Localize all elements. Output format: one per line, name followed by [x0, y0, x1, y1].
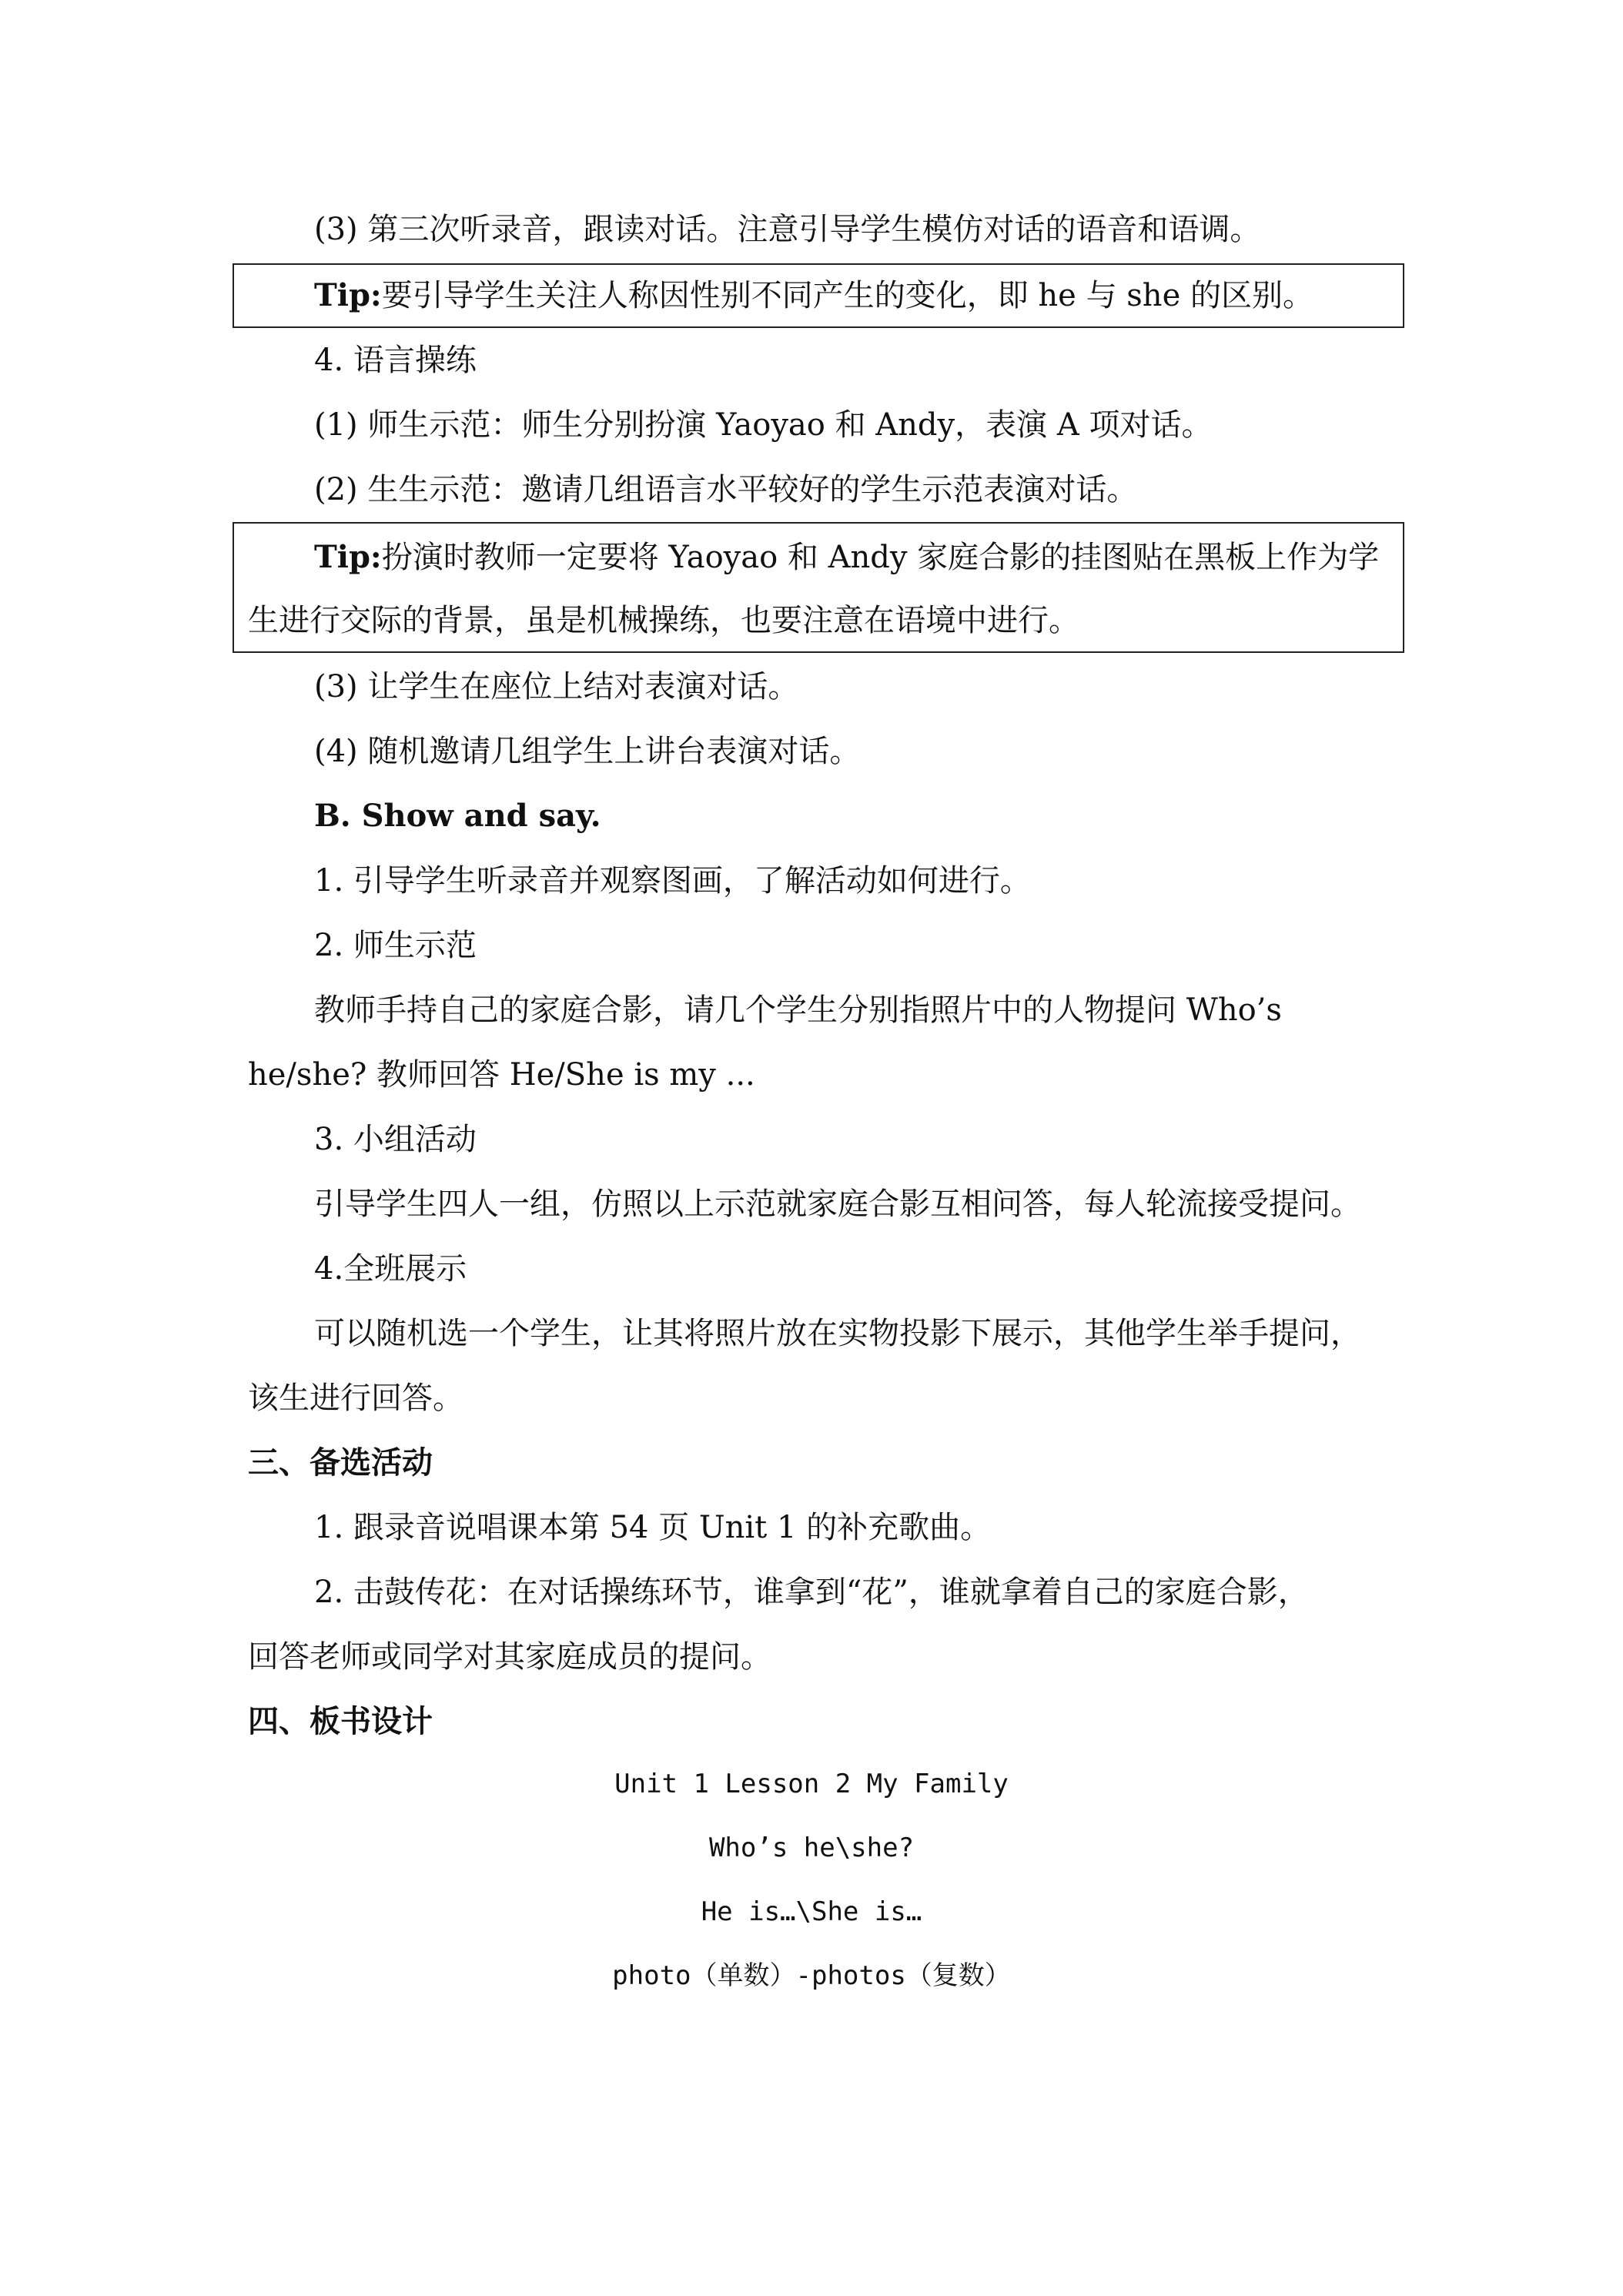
tip-label: Tip: — [314, 539, 382, 575]
tip-2-line-1 — [314, 539, 1380, 575]
part-b-step-3: 3. 小组活动 — [314, 1122, 477, 1157]
tip-label: Tip: — [314, 277, 382, 313]
part-b-step-2-text-1: 教师手持自己的家庭合影，请几个学生分别指照片中的人物提问 Who’s — [314, 992, 1282, 1028]
tip-box-1 — [233, 263, 1404, 328]
tip-box-2 — [233, 522, 1404, 653]
optional-activity-2-line-2: 回答老师或同学对其家庭成员的提问。 — [248, 1639, 771, 1675]
practice-1: (1) 师生示范：师生分别扮演 Yaoyao 和 Andy，表演 A 项对话。 — [314, 407, 1213, 443]
part-b-step-3-text: 引导学生四人一组，仿照以上示范就家庭合影互相问答，每人轮流接受提问。 — [314, 1186, 1361, 1222]
part-b-step-4-text-1: 可以随机选一个学生，让其将照片放在实物投影下展示，其他学生举手提问， — [314, 1316, 1361, 1351]
practice-4: (4) 随机邀请几组学生上讲台表演对话。 — [314, 734, 861, 769]
practice-2: (2) 生生示范：邀请几组语言水平较好的学生示范表演对话。 — [314, 472, 1138, 507]
part-b-step-1: 1. 引导学生听录音并观察图画，了解活动如何进行。 — [314, 863, 1031, 899]
part-b-step-2-text-2: he/she? 教师回答 He/She is my ... — [248, 1057, 755, 1093]
practice-3: (3) 让学生在座位上结对表演对话。 — [314, 669, 799, 705]
section-three-title: 三、备选活动 — [248, 1444, 433, 1481]
tip-text: 扮演时教师一定要将 Yaoyao 和 Andy 家庭合影的挂图贴在黑板上作为学 — [381, 540, 1380, 575]
board-line-1: Unit 1 Lesson 2 My Family — [614, 1769, 1009, 1799]
tip-2-line-2: 生进行交际的背景，虽是机械操练，也要注意在语境中进行。 — [248, 603, 1079, 638]
section-four-title: 四、板书设计 — [248, 1703, 433, 1739]
part-b-step-2: 2. 师生示范 — [314, 928, 477, 963]
optional-activity-1: 1. 跟录音说唱课本第 54 页 Unit 1 的补充歌曲。 — [314, 1510, 992, 1545]
board-line-3: He is…\She is… — [701, 1896, 922, 1927]
board-line-2: Who’s he\she? — [708, 1832, 915, 1863]
part-b-step-4-text-2: 该生进行回答。 — [248, 1381, 463, 1416]
tip-text: 要引导学生关注人称因性别不同产生的变化，即 he 与 she 的区别。 — [381, 278, 1313, 313]
section-4-title: 4. 语言操练 — [314, 343, 477, 378]
step3-listen: (3) 第三次听录音，跟读对话。注意引导学生模仿对话的语音和语调。 — [314, 212, 1261, 247]
board-line-4: photo（单数）-photos（复数） — [612, 1960, 1011, 1991]
tip-1-line — [314, 277, 1313, 313]
part-b-step-4: 4.全班展示 — [314, 1251, 467, 1287]
part-b-title: B. Show and say. — [314, 798, 601, 834]
optional-activity-2-line-1: 2. 击鼓传花：在对话操练环节，谁拿到“花”，谁就拿着自己的家庭合影， — [314, 1575, 1309, 1610]
